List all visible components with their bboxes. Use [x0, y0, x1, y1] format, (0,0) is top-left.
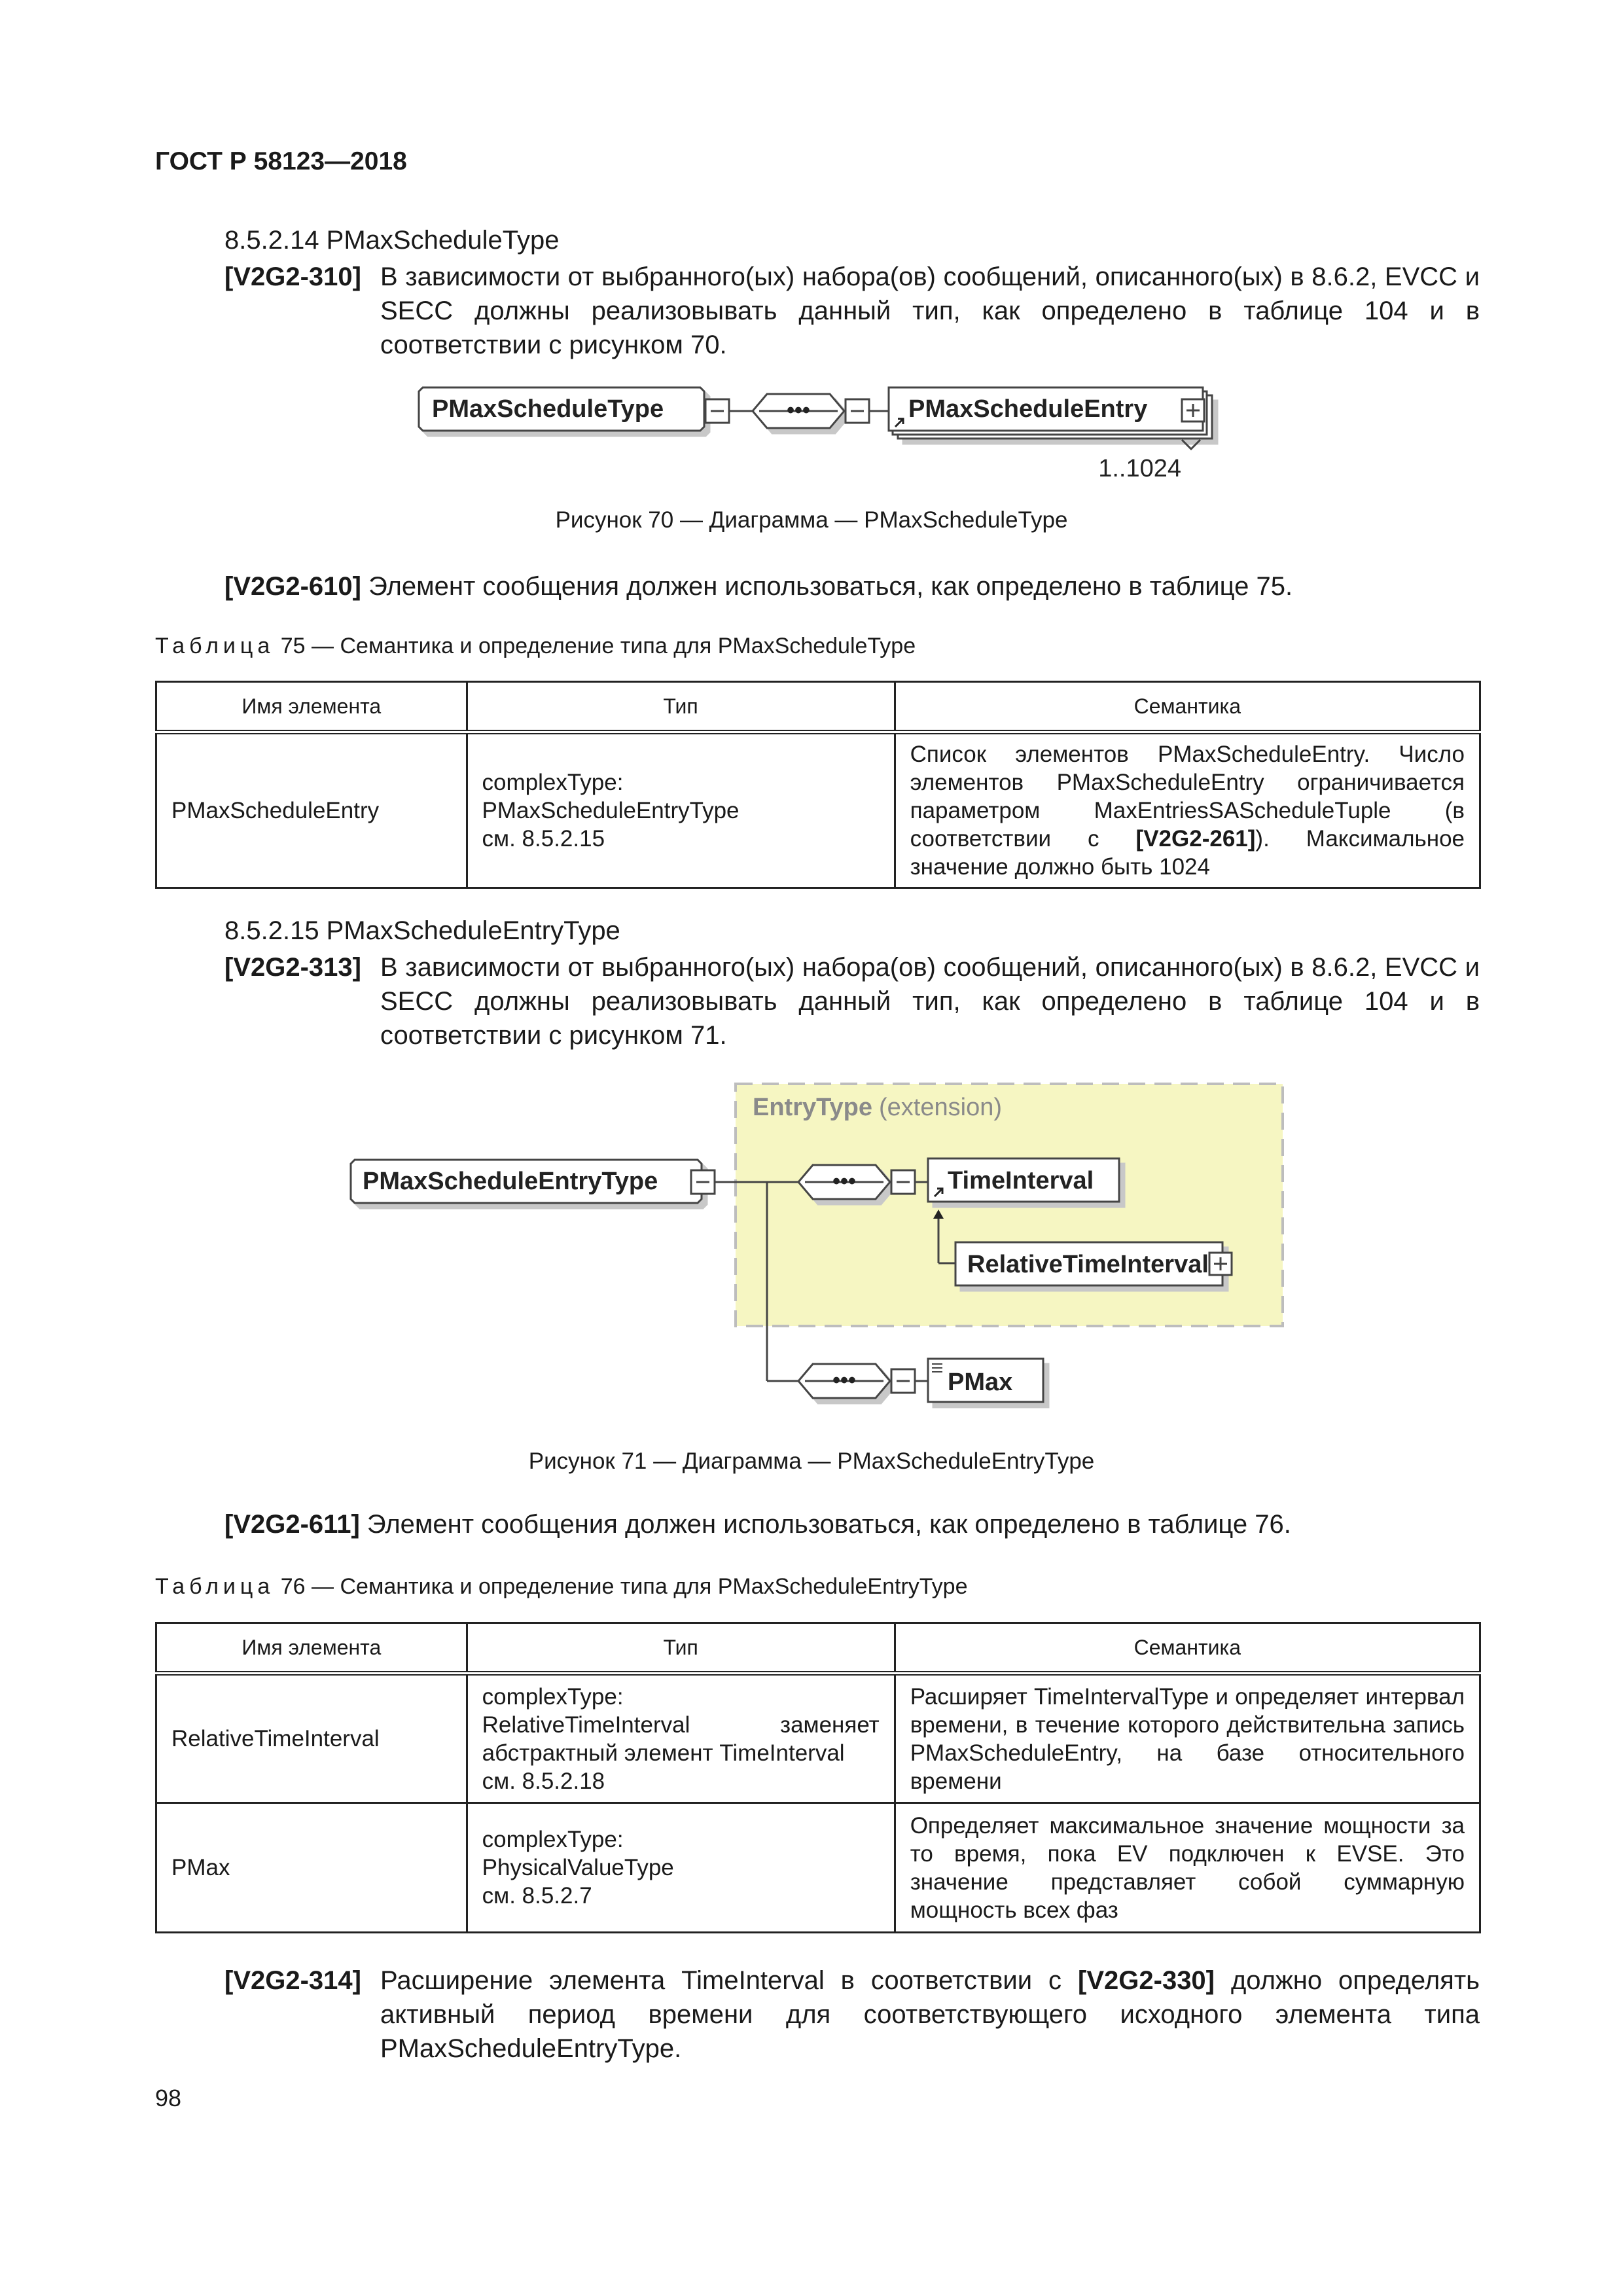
table-label: Таблица — [155, 634, 275, 658]
relative-label: RelativeTimeInterval — [967, 1251, 1209, 1278]
semantics-ref: [V2G2-261] — [1135, 826, 1256, 852]
timeinterval-label: TimeInterval — [948, 1167, 1094, 1194]
type-line: complexType: — [482, 1827, 624, 1852]
type-line: complexType: — [482, 1683, 624, 1710]
root-label: PMaxScheduleType — [432, 395, 664, 423]
cell-semantics: Определяет максимальное значение мощности за то время, пока EV подключен к EVSE. Это значение представляет собой суммарную мощность всех фаз — [895, 1803, 1480, 1933]
type-line: см. 8.5.2.7 — [482, 1883, 592, 1909]
requirement-text-314 — [380, 1964, 1480, 2066]
cell-name: PMax — [156, 1803, 467, 1933]
relativetimeinterval-node — [955, 1242, 1232, 1285]
requirement-id-314 — [224, 1964, 361, 1998]
pmaxscheduletype-node — [419, 387, 729, 431]
section-title-8-5-2-14: 8.5.2.14 PMaxScheduleType — [224, 226, 560, 255]
req-ref: [V2G2-330] — [1078, 1966, 1215, 1995]
semantics-text: ). Максимальное значение должно быть 1024 — [910, 826, 1465, 880]
req-text: должно определять активный период времени для соответствующего исходного элемента типа PMaxScheduleEntryType. — [380, 1966, 1480, 2063]
page-number: 98 — [155, 2085, 182, 2111]
pmaxscheduleentry-node — [889, 387, 1212, 439]
figure-70-caption: Рисунок 70 — Диаграмма — PMaxScheduleType — [555, 507, 1068, 533]
type-line: RelativeTimeInterval заменяет абстрактный элемент TimeInterval — [482, 1712, 880, 1766]
requirement-text-310 — [380, 260, 1480, 362]
table-label: Таблица — [155, 1574, 275, 1599]
table-caption-text: 75 — Семантика и определение типа для PMaxScheduleType — [280, 634, 916, 658]
figure-71-diagram — [340, 1073, 1309, 1427]
table-76 — [155, 1622, 1481, 1933]
cell-type — [467, 1803, 895, 1933]
requirement-text-313 — [380, 950, 1480, 1052]
cell-semantics — [895, 732, 1480, 888]
table-76-caption — [155, 1574, 967, 1600]
type-line: см. 8.5.2.18 — [482, 1768, 605, 1794]
figure-70-diagram — [406, 373, 1230, 497]
table-caption-text: 76 — Семантика и определение типа для PMaxScheduleEntryType — [280, 1574, 968, 1599]
column-header: Семантика — [895, 682, 1480, 732]
cell-semantics: Расширяет TimeIntervalType и определяет интервал времени, в течение которого действительна запись PMaxScheduleEntry, на базе относительного времени — [895, 1674, 1480, 1803]
column-header: Имя элемента — [156, 682, 467, 732]
section-title-8-5-2-15: 8.5.2.15 PMaxScheduleEntryType — [224, 916, 620, 945]
sequence-node — [753, 394, 869, 428]
sequence-icon: ••• — [832, 1169, 856, 1194]
req-id: [V2G2-611] — [224, 1510, 360, 1539]
column-header: Имя элемента — [156, 1623, 467, 1674]
req-text: Расширение элемента TimeInterval в соответствии с — [380, 1966, 1062, 1995]
requirement-id-313 — [224, 950, 361, 984]
extension-label: EntryType (extension) — [753, 1094, 1002, 1121]
cell-name: PMaxScheduleEntry — [156, 732, 467, 888]
requirement-611 — [224, 1507, 1488, 1541]
req-text: В зависимости от выбранного(ых) набора(ов) сообщений, описанного(ых) в 8.6.2, EVCC и SECC должны реализовывать данный тип, как определено в таблице 104 и в соответствии с рисунком 70. — [380, 262, 1480, 359]
pmaxscheduleentrytype-node — [351, 1160, 715, 1203]
table-row — [156, 1674, 1480, 1803]
sequence-node — [798, 1165, 915, 1199]
child-label: PMaxScheduleEntry — [908, 395, 1148, 423]
root-label: PMaxScheduleEntryType — [363, 1168, 658, 1195]
cell-type — [467, 732, 895, 888]
requirement-id-310 — [224, 260, 361, 294]
table-row — [156, 1803, 1480, 1933]
cell-name: RelativeTimeInterval — [156, 1674, 467, 1803]
type-line: PMaxScheduleEntryType — [482, 798, 740, 823]
semantics-text: Список элементов PMaxScheduleEntry. Число элементов PMaxScheduleEntry ограничивается параметром MaxEntriesSAScheduleTuple (в соответствии с — [910, 742, 1465, 852]
req-text: В зависимости от выбранного(ых) набора(ов) сообщений, описанного(ых) в 8.6.2, EVCC и SECC должны реализовывать данный тип, как определено в таблице 104 и в соответствии с рисунком 71. — [380, 953, 1480, 1050]
req-id: [V2G2-313] — [224, 953, 361, 982]
requirement-610 — [224, 569, 1488, 603]
table-75-caption — [155, 634, 916, 659]
sequence-icon: ••• — [787, 398, 810, 423]
timeinterval-node — [928, 1158, 1119, 1202]
pmax-label: PMax — [948, 1369, 1013, 1396]
type-line: PhysicalValueType — [482, 1855, 674, 1880]
type-line: complexType: — [482, 770, 624, 795]
column-header: Тип — [467, 1623, 895, 1674]
multiplicity-label: 1..1024 — [1098, 455, 1181, 482]
document-header: ГОСТ Р 58123—2018 — [155, 147, 407, 175]
req-id: [V2G2-310] — [224, 262, 361, 291]
figure-71-caption: Рисунок 71 — Диаграмма — PMaxScheduleEntryType — [528, 1448, 1095, 1474]
req-id: [V2G2-610] — [224, 572, 361, 601]
req-text: Элемент сообщения должен использоваться, как определено в таблице 76. — [366, 1510, 1291, 1539]
column-header: Семантика — [895, 1623, 1480, 1674]
type-line: см. 8.5.2.15 — [482, 826, 605, 852]
req-text: Элемент сообщения должен использоваться, как определено в таблице 75. — [368, 572, 1293, 601]
cell-type — [467, 1674, 895, 1803]
sequence-icon: ••• — [832, 1368, 856, 1393]
table-row — [156, 732, 1480, 888]
sequence-node — [798, 1364, 915, 1398]
column-header: Тип — [467, 682, 895, 732]
req-id: [V2G2-314] — [224, 1966, 361, 1995]
table-75 — [155, 681, 1481, 889]
pmax-node — [928, 1359, 1043, 1402]
